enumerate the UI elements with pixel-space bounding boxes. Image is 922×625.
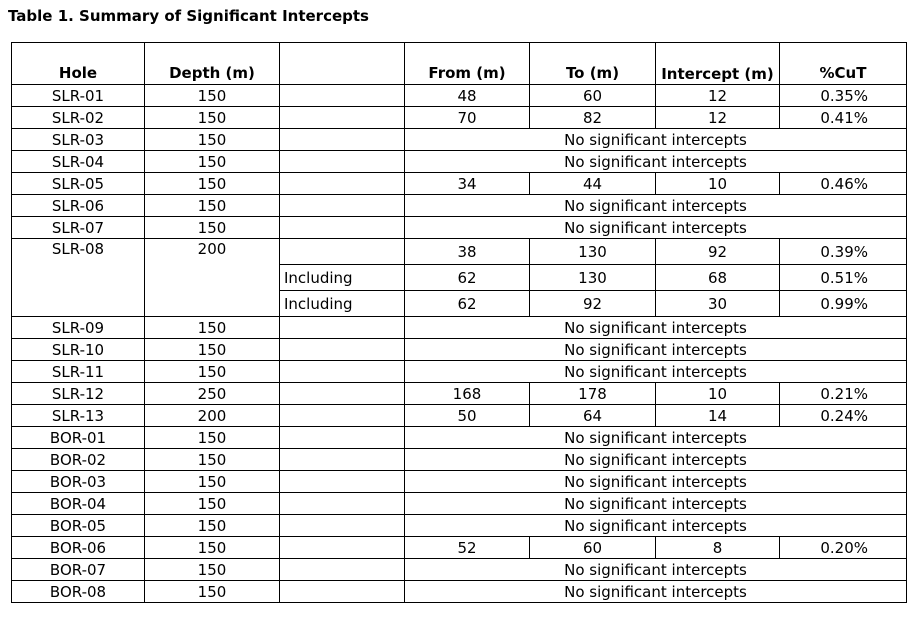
header-row <box>12 43 907 85</box>
qualifier-cell <box>280 129 405 151</box>
intercept-cell: 30 <box>656 291 780 317</box>
intercept-cell: 10 <box>656 383 780 405</box>
hole-cell: BOR-07 <box>12 559 145 581</box>
qualifier-cell <box>280 559 405 581</box>
hole-cell: SLR-03 <box>12 129 145 151</box>
intercepts-table <box>11 42 907 603</box>
depth-cell: 150 <box>145 217 280 239</box>
table-row <box>12 493 907 515</box>
qualifier-cell <box>280 581 405 603</box>
table-row <box>12 217 907 239</box>
table-title: Table 1. Summary of Significant Intercepts <box>8 7 369 25</box>
depth-cell: 150 <box>145 173 280 195</box>
qualifier-cell <box>280 449 405 471</box>
intercept-cell: 68 <box>656 265 780 291</box>
no-intercept-note: No significant intercepts <box>405 195 907 217</box>
cut-cell: 0.20% <box>780 537 907 559</box>
intercept-cell: 12 <box>656 107 780 129</box>
table-row <box>12 471 907 493</box>
hole-cell: BOR-04 <box>12 493 145 515</box>
no-intercept-note: No significant intercepts <box>405 449 907 471</box>
header-qualifier <box>280 43 405 85</box>
table-row <box>12 361 907 383</box>
qualifier-cell <box>280 427 405 449</box>
depth-cell: 150 <box>145 471 280 493</box>
qualifier-cell <box>280 317 405 339</box>
qualifier-cell <box>280 515 405 537</box>
intercept-cell: 10 <box>656 173 780 195</box>
qualifier-cell <box>280 537 405 559</box>
from-cell: 168 <box>405 383 530 405</box>
no-intercept-note: No significant intercepts <box>405 493 907 515</box>
depth-cell: 200 <box>145 405 280 427</box>
hole-cell: SLR-06 <box>12 195 145 217</box>
depth-cell: 150 <box>145 129 280 151</box>
depth-cell: 150 <box>145 339 280 361</box>
hole-cell: SLR-12 <box>12 383 145 405</box>
header-to: To (m) <box>530 43 656 85</box>
table-row <box>12 107 907 129</box>
table-row <box>12 537 907 559</box>
depth-cell: 150 <box>145 195 280 217</box>
header-from: From (m) <box>405 43 530 85</box>
no-intercept-note: No significant intercepts <box>405 559 907 581</box>
depth-cell: 250 <box>145 383 280 405</box>
qualifier-cell <box>280 173 405 195</box>
cut-cell: 0.35% <box>780 85 907 107</box>
from-cell: 62 <box>405 291 530 317</box>
table-row <box>12 129 907 151</box>
qualifier-cell <box>280 383 405 405</box>
no-intercept-note: No significant intercepts <box>405 317 907 339</box>
cut-cell: 0.21% <box>780 383 907 405</box>
from-cell: 34 <box>405 173 530 195</box>
depth-cell: 150 <box>145 107 280 129</box>
table-row <box>12 339 907 361</box>
to-cell: 92 <box>530 291 656 317</box>
table-row <box>12 85 907 107</box>
table-row <box>12 449 907 471</box>
intercept-cell: 92 <box>656 239 780 265</box>
qualifier-cell <box>280 405 405 427</box>
qualifier-cell <box>280 471 405 493</box>
hole-cell: SLR-11 <box>12 361 145 383</box>
table-row <box>12 239 907 265</box>
cut-cell: 0.24% <box>780 405 907 427</box>
hole-cell: BOR-06 <box>12 537 145 559</box>
qualifier-cell <box>280 107 405 129</box>
depth-cell: 150 <box>145 427 280 449</box>
no-intercept-note: No significant intercepts <box>405 217 907 239</box>
no-intercept-note: No significant intercepts <box>405 361 907 383</box>
hole-cell: SLR-05 <box>12 173 145 195</box>
qualifier-cell <box>280 85 405 107</box>
hole-cell: BOR-05 <box>12 515 145 537</box>
table-row <box>12 383 907 405</box>
cut-cell: 0.46% <box>780 173 907 195</box>
hole-cell: SLR-10 <box>12 339 145 361</box>
table-row <box>12 317 907 339</box>
to-cell: 60 <box>530 537 656 559</box>
qualifier-cell <box>280 339 405 361</box>
header-depth: Depth (m) <box>145 43 280 85</box>
hole-cell: SLR-01 <box>12 85 145 107</box>
header-intercept: Intercept (m) <box>656 43 780 85</box>
cut-cell: 0.39% <box>780 239 907 265</box>
depth-cell: 150 <box>145 581 280 603</box>
header-hole: Hole <box>12 43 145 85</box>
from-cell: 38 <box>405 239 530 265</box>
cut-cell: 0.51% <box>780 265 907 291</box>
table-row <box>12 427 907 449</box>
hole-cell: SLR-13 <box>12 405 145 427</box>
depth-cell: 150 <box>145 559 280 581</box>
table-body <box>12 85 907 603</box>
hole-cell: SLR-02 <box>12 107 145 129</box>
from-cell: 62 <box>405 265 530 291</box>
from-cell: 48 <box>405 85 530 107</box>
no-intercept-note: No significant intercepts <box>405 515 907 537</box>
to-cell: 130 <box>530 265 656 291</box>
to-cell: 178 <box>530 383 656 405</box>
depth-cell: 200 <box>145 239 280 317</box>
to-cell: 130 <box>530 239 656 265</box>
no-intercept-note: No significant intercepts <box>405 581 907 603</box>
table-row <box>12 405 907 427</box>
depth-cell: 150 <box>145 361 280 383</box>
qualifier-cell <box>280 217 405 239</box>
depth-cell: 150 <box>145 537 280 559</box>
no-intercept-note: No significant intercepts <box>405 339 907 361</box>
to-cell: 44 <box>530 173 656 195</box>
hole-cell: BOR-01 <box>12 427 145 449</box>
intercept-cell: 12 <box>656 85 780 107</box>
depth-cell: 150 <box>145 493 280 515</box>
cut-cell: 0.99% <box>780 291 907 317</box>
from-cell: 52 <box>405 537 530 559</box>
hole-cell: SLR-09 <box>12 317 145 339</box>
qualifier-cell <box>280 493 405 515</box>
depth-cell: 150 <box>145 85 280 107</box>
from-cell: 70 <box>405 107 530 129</box>
table-row <box>12 515 907 537</box>
no-intercept-note: No significant intercepts <box>405 427 907 449</box>
qualifier-cell <box>280 239 405 265</box>
depth-cell: 150 <box>145 317 280 339</box>
to-cell: 82 <box>530 107 656 129</box>
depth-cell: 150 <box>145 449 280 471</box>
table-row <box>12 173 907 195</box>
hole-cell: BOR-03 <box>12 471 145 493</box>
hole-cell: BOR-02 <box>12 449 145 471</box>
from-cell: 50 <box>405 405 530 427</box>
no-intercept-note: No significant intercepts <box>405 471 907 493</box>
no-intercept-note: No significant intercepts <box>405 151 907 173</box>
table-row <box>12 195 907 217</box>
qualifier-cell <box>280 151 405 173</box>
hole-cell: SLR-07 <box>12 217 145 239</box>
cut-cell: 0.41% <box>780 107 907 129</box>
table-row <box>12 559 907 581</box>
qualifier-cell <box>280 361 405 383</box>
no-intercept-note: No significant intercepts <box>405 129 907 151</box>
qualifier-cell: Including <box>280 265 405 291</box>
hole-cell: SLR-04 <box>12 151 145 173</box>
qualifier-cell: Including <box>280 291 405 317</box>
depth-cell: 150 <box>145 151 280 173</box>
hole-cell: BOR-08 <box>12 581 145 603</box>
header-cut: %CuT <box>780 43 907 85</box>
intercept-cell: 14 <box>656 405 780 427</box>
qualifier-cell <box>280 195 405 217</box>
table-row <box>12 151 907 173</box>
intercept-cell: 8 <box>656 537 780 559</box>
table-row <box>12 581 907 603</box>
to-cell: 60 <box>530 85 656 107</box>
depth-cell: 150 <box>145 515 280 537</box>
hole-cell: SLR-08 <box>12 239 145 317</box>
to-cell: 64 <box>530 405 656 427</box>
